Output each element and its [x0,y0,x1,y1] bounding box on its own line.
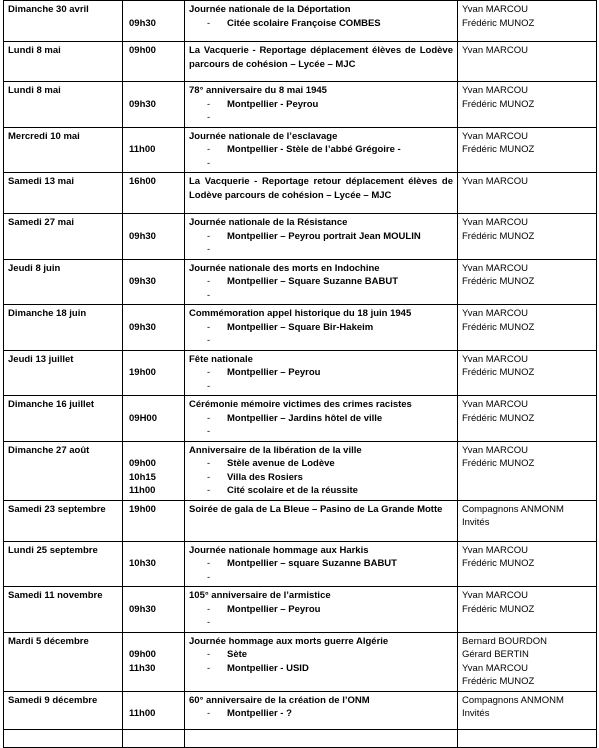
participant-name: Frédéric MUNOZ [462,144,535,155]
time-cell [123,82,185,128]
event-time: 09H00 [129,412,157,424]
event-time [129,398,180,412]
bullet-dash-icon: - [207,649,211,660]
event-date: Lundi 8 mai [8,45,61,56]
event-time [129,544,180,558]
event-time: 11h30 [129,662,156,674]
participant-name: Bernard BOURDON [462,635,547,647]
event-cell [185,587,458,633]
date-cell [4,691,123,729]
event-date: Jeudi 8 juin [8,262,61,274]
event-date: Lundi 8 mai [8,85,61,96]
participants-cell [458,259,597,305]
time-cell [123,729,185,748]
event-time: 10h30 [129,558,156,569]
participants-cell [458,214,597,260]
event-location: Villa des Rosiers [227,471,303,483]
event-time [129,3,180,17]
table-row [4,691,597,729]
table-row [4,396,597,442]
event-location-item [189,111,453,125]
event-date: Mardi 5 décembre [8,635,89,647]
table-row [4,305,597,351]
participant-name: Yvan MARCOU [462,544,528,556]
event-time [129,444,180,458]
event-location-item [189,616,453,630]
event-title: Anniversaire de la libération de la ville [189,444,362,456]
table-row [4,259,597,305]
event-cell [185,42,458,82]
participant-name: Yvan MARCOU [462,662,528,674]
date-cell [4,396,123,442]
event-title: 60° anniversaire de la création de l’ONM [189,694,370,706]
event-date: Samedi 23 septembre [8,503,106,515]
bullet-dash-icon: - [207,17,211,29]
time-cell [123,259,185,305]
event-date: Mercredi 10 mai [8,130,80,142]
event-location-item [189,17,453,31]
table-row [4,173,597,214]
date-cell [4,42,123,82]
event-date: Dimanche 30 avril [8,4,89,15]
participant-name: Yvan MARCOU [462,130,528,142]
event-location-item [189,98,453,112]
event-cell [185,259,458,305]
event-location: Montpellier - USID [227,662,309,674]
time-cell [123,42,185,82]
bullet-dash-icon: - [207,558,211,569]
time-cell [123,691,185,729]
event-location-item [189,484,453,498]
table-row [4,214,597,260]
participant-name: Invités [462,517,490,528]
participant-name: Compagnons ANMONM [462,694,564,706]
event-location: Sète [227,649,248,660]
bullet-dash-icon: - [207,98,211,110]
event-location: Montpellier – Jardins hôtel de ville [227,412,383,424]
table-row [4,541,597,587]
bullet-dash-icon: - [207,276,211,287]
time-cell [123,587,185,633]
event-cell [185,632,458,691]
bullet-dash-icon: - [207,380,211,392]
event-location-item [189,662,453,676]
event-time [129,353,180,367]
event-cell [185,127,458,173]
date-cell [4,441,123,500]
event-time [129,216,180,230]
participants-cell [458,305,597,351]
event-cell [185,173,458,214]
event-location-item [189,425,453,439]
table-row [4,127,597,173]
participant-name: Yvan MARCOU [462,176,528,187]
participants-cell [458,729,597,748]
participant-name: Frédéric MUNOZ [462,603,535,615]
event-location-item [189,157,453,171]
event-title: Journée nationale hommage aux Harkis [189,544,369,556]
event-title: Journée hommage aux morts guerre Algérie [189,635,389,647]
bullet-dash-icon: - [207,603,211,615]
event-location-item [189,143,453,157]
table-row [4,82,597,128]
table-row [4,500,597,541]
participants-cell [458,632,597,691]
event-title: Journée nationale des morts en Indochine [189,262,380,274]
table-row [4,729,597,748]
time-cell [123,500,185,541]
event-date: Samedi 13 mai [8,176,75,187]
event-cell [185,214,458,260]
date-cell [4,173,123,214]
event-location: Montpellier – Peyrou [227,603,321,615]
time-cell [123,350,185,396]
participants-cell [458,173,597,214]
event-location: Montpellier – Peyrou [227,367,321,378]
event-location: Montpellier – Square Bir-Hakeim [227,321,374,333]
event-time: 09h30 [129,276,156,287]
participants-cell [458,441,597,500]
event-location-item [189,557,453,571]
event-date: Samedi 11 novembre [8,590,103,601]
bullet-dash-icon: - [207,485,211,496]
participants-cell [458,587,597,633]
event-title: Journée nationale de la Résistance [189,217,348,228]
event-location: Montpellier – square Suzanne BABUT [227,558,397,569]
event-location-item [189,471,453,485]
event-title: La Vacquerie - Reportage déplacement élèves de Lodève parcours de cohésion – Lycée – MJC [189,45,453,70]
bullet-dash-icon: - [207,708,211,719]
event-time: 09h30 [129,98,156,110]
bullet-dash-icon: - [207,289,211,301]
event-title: Soirée de gala de La Bleue – Pasino de La Grande Motte [189,503,443,515]
event-location-item [189,603,453,617]
event-location-item [189,380,453,394]
event-date: Dimanche 16 juillet [8,399,95,410]
participant-name: Yvan MARCOU [462,85,528,96]
time-cell [123,173,185,214]
event-location: Montpellier - Stèle de l’abbé Grégoire - [227,144,401,155]
participants-cell [458,127,597,173]
time-cell [123,214,185,260]
participant-name: Gérard BERTIN [462,649,529,660]
event-cell [185,396,458,442]
participant-name: Compagnons ANMONM [462,503,564,515]
date-cell [4,127,123,173]
date-cell [4,587,123,633]
table-row [4,587,597,633]
event-time: 16h00 [129,176,156,187]
bullet-dash-icon: - [207,335,211,346]
time-cell [123,396,185,442]
event-cell [185,541,458,587]
date-cell [4,82,123,128]
participants-cell [458,42,597,82]
bullet-dash-icon: - [207,471,211,483]
event-time [129,307,180,321]
event-location: Montpellier - ? [227,708,292,719]
event-location: Stèle avenue de Lodève [227,458,335,469]
participant-name: Yvan MARCOU [462,262,528,274]
event-time: 09h00 [129,649,156,660]
bullet-dash-icon: - [207,412,211,424]
event-date: Lundi 25 septembre [8,544,98,556]
time-cell [123,441,185,500]
participants-cell [458,541,597,587]
bullet-dash-icon: - [207,244,211,255]
event-cell [185,691,458,729]
event-time: 11h00 [129,485,156,496]
table-row [4,441,597,500]
event-location-item [189,366,453,380]
event-location-item [189,457,453,471]
event-time: 11h00 [129,144,156,155]
participant-name: Yvan MARCOU [462,217,528,228]
bullet-dash-icon: - [207,367,211,378]
event-location-item [189,243,453,257]
event-title: 78° anniversaire du 8 mai 1945 [189,85,327,96]
event-title: Fête nationale [189,353,253,365]
date-cell [4,350,123,396]
event-location: Montpellier - Peyrou [227,98,319,110]
bullet-dash-icon: - [207,662,211,674]
event-time: 09h00 [129,458,156,469]
event-location: Citée scolaire Françoise COMBES [227,17,381,29]
bullet-dash-icon: - [207,230,211,242]
event-time: 19h00 [129,503,156,515]
bullet-dash-icon: - [207,426,211,437]
bullet-dash-icon: - [207,617,211,628]
event-time: 09h30 [129,230,156,242]
participant-name: Frédéric MUNOZ [462,367,535,378]
event-location: Montpellier – Peyrou portrait Jean MOULIN [227,230,421,242]
participant-name: Yvan MARCOU [462,353,528,365]
event-cell [185,441,458,500]
time-cell [123,632,185,691]
event-cell [185,500,458,541]
date-cell [4,1,123,42]
event-time: 09h30 [129,603,156,615]
event-date: Dimanche 27 août [8,444,90,456]
participant-name: Frédéric MUNOZ [462,676,535,687]
participant-name: Frédéric MUNOZ [462,17,535,29]
participant-name: Yvan MARCOU [462,4,528,15]
participant-name: Yvan MARCOU [462,399,528,410]
bullet-dash-icon: - [207,571,211,583]
table-row [4,1,597,42]
participant-name: Yvan MARCOU [462,45,528,56]
participant-name: Frédéric MUNOZ [462,458,535,469]
time-cell [123,305,185,351]
participants-cell [458,1,597,42]
participants-cell [458,691,597,729]
table-row [4,42,597,82]
participant-name: Yvan MARCOU [462,444,528,456]
participant-name: Yvan MARCOU [462,308,528,319]
participant-name: Frédéric MUNOZ [462,230,535,242]
table-row [4,350,597,396]
event-location-item [189,289,453,303]
event-date [8,732,118,746]
event-title: Cérémonie mémoire victimes des crimes racistes [189,399,412,410]
participant-name: Frédéric MUNOZ [462,321,535,333]
participant-name: Frédéric MUNOZ [462,98,535,110]
bullet-dash-icon: - [207,458,211,469]
participant-name: Invités [462,708,490,719]
events-table [3,0,597,748]
event-title: Journée nationale de la Déportation [189,4,351,15]
participants-cell [458,82,597,128]
event-location-item [189,321,453,335]
participant-name: Frédéric MUNOZ [462,276,535,287]
time-cell [123,127,185,173]
event-time [129,84,180,98]
event-cell [185,82,458,128]
event-title: 105° anniversaire de l’armistice [189,590,331,601]
bullet-dash-icon: - [207,157,211,169]
participants-cell [458,396,597,442]
events-table-body [4,1,597,748]
event-location-item [189,334,453,348]
event-title: Journée nationale de l’esclavage [189,130,338,142]
participant-name: Frédéric MUNOZ [462,558,535,569]
event-date: Dimanche 18 juin [8,308,87,319]
event-location-item [189,707,453,721]
participants-cell [458,350,597,396]
event-date: Samedi 27 mai [8,217,75,228]
time-cell [123,541,185,587]
event-time: 11h00 [129,708,156,719]
event-time: 09h30 [129,17,156,29]
event-date: Jeudi 13 juillet [8,353,74,365]
participants-cell [458,500,597,541]
date-cell [4,632,123,691]
event-location-item [189,275,453,289]
date-cell [4,729,123,748]
date-cell [4,214,123,260]
event-location-item [189,412,453,426]
event-cell [185,350,458,396]
event-location: Cité scolaire et de la réussite [227,485,358,496]
event-cell [185,729,458,748]
table-row [4,632,597,691]
date-cell [4,541,123,587]
event-time [129,694,180,708]
event-location-item [189,571,453,585]
event-time [129,635,180,649]
bullet-dash-icon: - [207,112,211,123]
date-cell [4,500,123,541]
event-time [129,589,180,603]
date-cell [4,305,123,351]
event-time: 09h00 [129,45,156,56]
participant-name: Yvan MARCOU [462,590,528,601]
bullet-dash-icon: - [207,321,211,333]
event-location-item [189,230,453,244]
event-title: La Vacquerie - Reportage retour déplacement élèves de Lodève parcours de cohésion – Lycée – MJC [189,176,453,201]
event-time [129,262,180,276]
event-date: Samedi 9 décembre [8,694,98,706]
date-cell [4,259,123,305]
event-time: 19h00 [129,367,156,378]
event-location-item [189,648,453,662]
event-cell [185,1,458,42]
event-time [129,130,180,144]
time-cell [123,1,185,42]
bullet-dash-icon: - [207,144,211,155]
event-title: Commémoration appel historique du 18 juin 1945 [189,308,412,319]
event-time: 10h15 [129,471,156,483]
event-time: 09h30 [129,321,156,333]
event-cell [185,305,458,351]
event-location: Montpellier – Square Suzanne BABUT [227,276,399,287]
participant-name: Frédéric MUNOZ [462,412,535,424]
